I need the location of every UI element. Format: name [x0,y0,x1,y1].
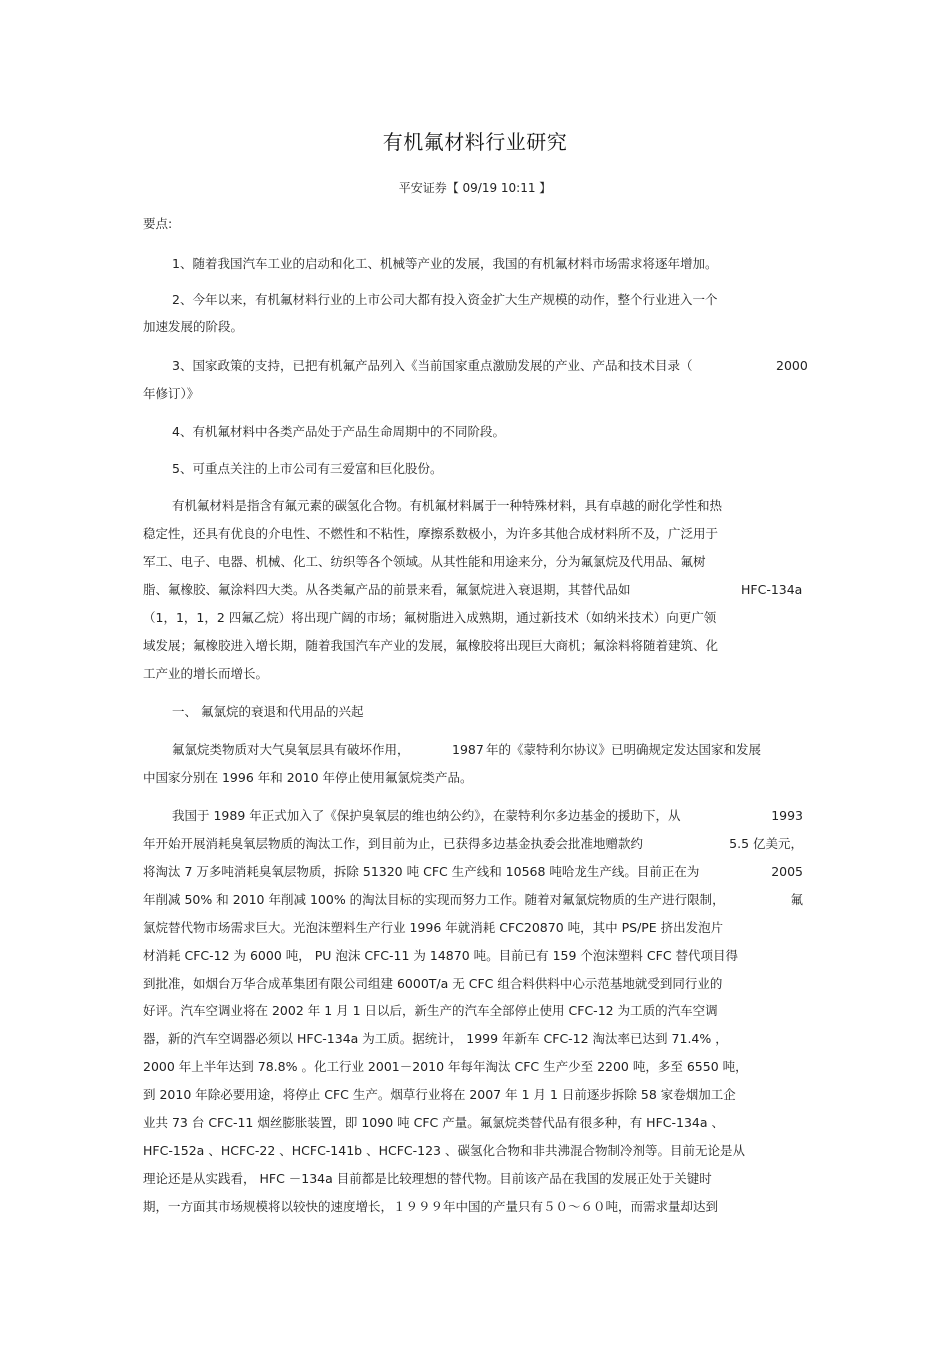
s1p2-line-8: 好评。汽车空调业将在 2002 年 1 月 1 日以后，新生产的汽车全部停止使用 CFC-12 为工质的汽车空调 [143,1003,718,1018]
intro-line-6: 域发展；氟橡胶进入增长期，随着我国汽车产业的发展，氟橡胶将出现巨大商机；氟涂料将随着建筑、化 [143,638,719,653]
s1p2-line-14: 理论还是从实践看， HFC －134a 目前都是比较理想的替代物。目前该产品在我国的发展正处于关键时 [143,1171,712,1186]
intro-line-5: （1，1，1，2 四氟乙烷）将出现广阔的市场；氟树脂进入成熟期，通过新技术（如纳米技术）向更广领 [143,610,717,625]
intro-line-4: 脂、氟橡胶、氟涂料四大类。从各类氟产品的前景来看，氟氯烷进入衰退期，其替代品如 [143,582,631,597]
intro-line-2: 稳定性，还具有优良的介电性、不燃性和不粘性，摩擦系数极小，为许多其他合成材料所不及，广泛用于 [143,526,719,541]
point-4: 4、有机氟材料中各类产品处于产品生命周期中的不同阶段。 [172,424,505,439]
point-2-cont: 加速发展的阶段。 [143,319,244,334]
s1p1-line-2: 中国家分别在 1996 年和 2010 年停止使用氟氯烷类产品。 [143,770,473,785]
s1p2-line-9: 器，新的汽车空调器必须以 HFC-134a 为工质。据统计， 1999 年新车 CFC-12 淘汰率已达到 71.4% ， [143,1031,728,1046]
page-title: 有机氟材料行业研究 [382,130,568,154]
intro-line-3: 军工、电子、电器、机械、化工、纺织等各个领域。从其性能和用途来分，分为氟氯烷及代用品、氟树 [143,554,706,569]
point-3: 3、国家政策的支持，已把有机氟产品列入《当前国家重点激励发展的产业、产品和技术目录（ [172,358,693,373]
intro-line-7: 工产业的增长而增长。 [143,666,269,681]
s1p2-line-11: 到 2010 年除必要用途，将停止 CFC 生产。烟草行业将在 2007 年 1 月 1 日前逐步拆除 58 家卷烟加工企 [143,1087,736,1102]
s1p2-line-12: 业共 73 台 CFC-11 烟丝膨胀装置，即 1090 吨 CFC 产量。氟氯烷类替代品有很多种，有 HFC-134a 、 [143,1115,725,1130]
s1p1-line-1b: 1987 [452,742,484,757]
point-3-cont: 年修订）》 [143,386,200,401]
s1p1-line-1a: 氟氯烷类物质对大气臭氧层具有破坏作用， [172,742,410,757]
s1p2-line-2-tail: 5.5 亿美元， [729,836,803,851]
s1p2-line-6: 材消耗 CFC-12 为 6000 吨， PU 泡沫 CFC-11 为 14870 吨。目前已有 159 个泡沫塑料 CFC 替代项目得 [143,948,739,963]
s1p2-line-13: HFC-152a 、HCFC-22 、HCFC-141b 、HCFC-123 、碳氢化合物和非共沸混合物制冷剂等。目前无论是从 [143,1143,745,1158]
s1p2-line-2: 年开始开展消耗臭氧层物质的淘汰工作，到目前为止，已获得多边基金执委会批准地赠款约 [143,836,644,851]
intro-line-4-tail: HFC-134a [741,582,803,597]
s1p2-line-1-tail: 1993 [771,808,803,823]
intro-line-1: 有机氟材料是指含有氟元素的碳氢化合物。有机氟材料属于一种特殊材料，具有卓越的耐化学性和热 [172,498,723,513]
point-5: 5、可重点关注的上市公司有三爱富和巨化股份。 [172,461,443,476]
s1p1-line-1c: 年的《蒙特利尔协议》已明确规定发达国家和发展 [486,742,762,757]
point-2: 2、今年以来，有机氟材料行业的上市公司大都有投入资金扩大生产规模的动作，整个行业进入一个 [172,292,718,307]
source-line: 平安证券【 09/19 10:11 】 [398,181,552,195]
s1p2-line-4: 年削减 50% 和 2010 年削减 100% 的淘汰目标的实现而努力工作。随着对氟氯烷物质的生产进行限制， [143,892,725,907]
s1p2-line-7: 到批准，如烟台万华合成革集团有限公司组建 6000T/a 无 CFC 组合料供料中心示范基地就受到同行业的 [143,976,723,991]
s1p2-line-15: 期，一方面其市场规模将以较快的速度增长，１９９９年中国的产量只有５０～６０吨，而需求量却达到 [143,1199,719,1214]
section-1-heading: 一、 氟氯烷的衰退和代用品的兴起 [172,704,364,719]
s1p2-line-3-tail: 2005 [771,864,803,879]
s1p2-line-1: 我国于 1989 年正式加入了《保护臭氧层的维也纳公约》，在蒙特利尔多边基金的援助下，从 [172,808,681,823]
s1p2-line-5: 氯烷替代物市场需求巨大。光泡沫塑料生产行业 1996 年就消耗 CFC20870 吨，其中 PS/PE 挤出发泡片 [143,920,724,935]
s1p2-line-10: 2000 年上半年达到 78.8% 。化工行业 2001－2010 年每年淘汰 CFC 生产少至 2200 吨，多至 6550 吨， [143,1059,748,1074]
point-1: 1、随着我国汽车工业的启动和化工、机械等产业的发展，我国的有机氟材料市场需求将逐年增加。 [172,256,718,271]
point-3-year: 2000 [776,358,808,373]
summary-heading: 要点: [143,216,173,231]
s1p2-line-3: 将淘汰 7 万多吨消耗臭氧层物质，拆除 51320 吨 CFC 生产线和 10568 吨哈龙生产线。目前正在为 [143,864,700,879]
s1p2-line-4-tail: 氟 [790,892,803,907]
